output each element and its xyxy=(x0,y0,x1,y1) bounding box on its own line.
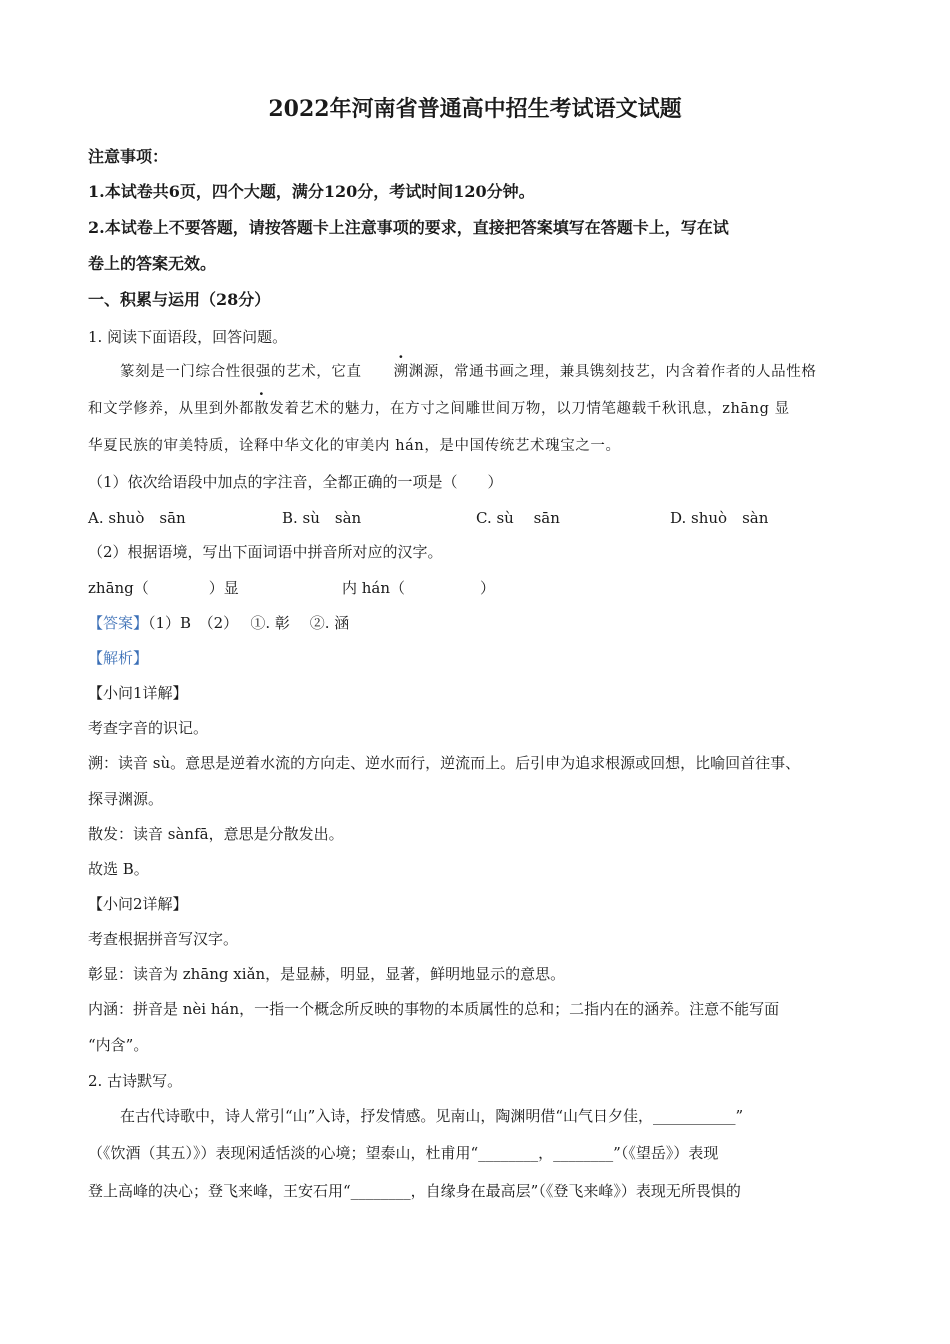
detail-2-line-4: “内含”。 xyxy=(88,1036,149,1054)
option-b: B. sù sàn xyxy=(282,509,362,527)
q1-passage-line-3: 华夏民族的审美特质，诠释中华文化的审美内 hán，是中国传统艺术瑰宝之一。 xyxy=(88,438,621,454)
q2-line-2: （《饮酒（其五）》）表现闲适恬淡的心境；望泰山，杜甫用“________，________”（《望岳》）表现 xyxy=(88,1144,719,1162)
passage-text: 渊源，常通书画之理，兼具镌刻技艺，内含着作者的人品性格 xyxy=(408,364,817,380)
q1-passage-line-2 xyxy=(88,399,870,419)
page-title: 2022年河南省普通高中招生考试语文试题 xyxy=(268,96,682,122)
detail-1-heading: 【小问1详解】 xyxy=(88,684,188,702)
answer-label: 【答案】 xyxy=(88,614,149,632)
detail-1-line-1: 考查字音的识记。 xyxy=(88,719,209,737)
notice-item-2-line-1: 2.本试卷上不要答题，请按答题卡上注意事项的要求，直接把答案填写在答题卡上，写在试 xyxy=(88,218,729,237)
dotted-char-san: 散 xyxy=(254,401,270,417)
passage-text: 和文学修养，从里到外都 xyxy=(88,401,255,417)
q2-line-1: 在古代诗歌中，诗人常引“山”入诗，抒发情感。见南山，陶渊明借“山气日夕佳，___________” xyxy=(120,1107,744,1125)
notice-item-2-line-2: 卷上的答案无效。 xyxy=(88,254,217,273)
detail-1-line-4: 散发：读音 sànfā，意思是分散发出。 xyxy=(88,825,344,843)
q1-stem: 1. 阅读下面语段，回答问题。 xyxy=(88,328,288,346)
notice-heading: 注意事项： xyxy=(88,147,169,166)
notice-item-1: 1.本试卷共6页，四个大题，满分120分，考试时间120分钟。 xyxy=(88,182,535,201)
analysis-label: 【解析】 xyxy=(88,649,149,667)
detail-2-heading: 【小问2详解】 xyxy=(88,895,188,913)
q1-passage-line-1 xyxy=(88,362,870,382)
q1-sub1: （1）依次给语段中加点的字注音，全都正确的一项是（ ） xyxy=(88,473,503,491)
answer-text: （1）B （2） ①. 彰 ②. 涵 xyxy=(148,614,350,632)
detail-1-line-5: 故选 B。 xyxy=(88,860,149,878)
blank-han: 内 hán（ ） xyxy=(342,579,496,597)
blank-zhang: zhāng（ ）显 xyxy=(88,579,239,597)
passage-text: 篆刻是一门综合性很强的艺术，它直 xyxy=(120,364,362,380)
answer-line xyxy=(88,613,870,633)
option-c: C. sù sān xyxy=(476,509,560,527)
q2-stem: 2. 古诗默写。 xyxy=(88,1072,183,1090)
detail-2-line-2: 彰显：读音为 zhāng xiǎn，是显赫，明显，显著，鲜明地显示的意思。 xyxy=(88,965,566,983)
detail-2-line-1: 考查根据拼音写汉字。 xyxy=(88,930,239,948)
option-d: D. shuò sàn xyxy=(670,509,769,527)
option-a: A. shuò sān xyxy=(88,509,186,527)
detail-2-line-3: 内涵：拼音是 nèi hán，一指一个概念所反映的事物的本质属性的总和；二指内在的涵养。注意不能写面 xyxy=(88,1000,780,1018)
detail-1-line-2: 溯：读音 sù。意思是逆着水流的方向走、逆水而行，逆流而上。后引申为追求根源或回想，比喻回首往事、 xyxy=(88,754,801,772)
detail-1-line-3: 探寻渊源。 xyxy=(88,790,164,808)
section-1-heading: 一、积累与运用（28分） xyxy=(88,290,271,309)
q2-line-3: 登上高峰的决心；登飞来峰，王安石用“________，自缘身在最高层”（《登飞来峰》）表现无所畏惧的 xyxy=(88,1182,741,1200)
q1-sub2: （2）根据语境，写出下面词语中拼音所对应的汉字。 xyxy=(88,543,443,561)
dotted-char-su: 溯 xyxy=(393,364,409,380)
passage-text: 发着艺术的魅力，在方寸之间雕世间万物，以刀情笔趣载千秋讯息，zhāng 显 xyxy=(269,401,790,417)
